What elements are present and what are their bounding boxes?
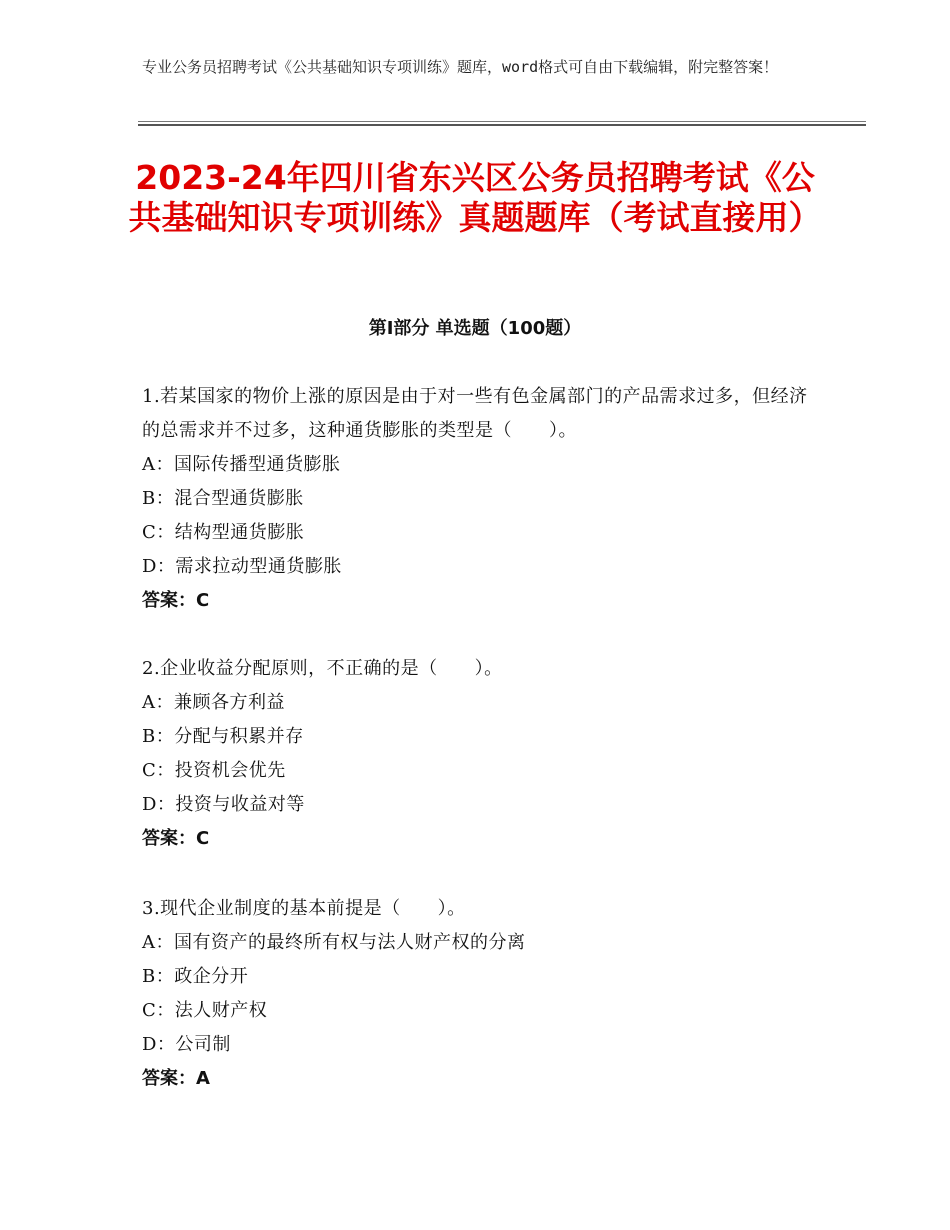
section-heading: 第Ⅰ部分 单选题（100题） <box>368 318 582 339</box>
question-stem: 1.若某国家的物价上涨的原因是由于对一些有色金属部门的产品需求过多，但经济的总需求并不过多，这种通货膨胀的类型是（ ）。 <box>142 386 808 441</box>
option-a: A：兼顾各方利益 <box>142 692 285 713</box>
option-a: A：国际传播型通货膨胀 <box>142 454 341 475</box>
question-stem: 2.企业收益分配原则，不正确的是（ ）。 <box>142 658 503 679</box>
option-c: C：结构型通货膨胀 <box>142 522 305 543</box>
option-c: C：投资机会优先 <box>142 760 286 781</box>
option-d: D：投资与收益对等 <box>142 794 305 815</box>
option-d: D：公司制 <box>142 1034 231 1055</box>
answer: 答案：A <box>142 1068 210 1089</box>
question-3 <box>142 892 822 1096</box>
question-stem: 3.现代企业制度的基本前提是（ ）。 <box>142 898 466 919</box>
option-d: D：需求拉动型通货膨胀 <box>142 556 342 577</box>
option-a: A：国有资产的最终所有权与法人财产权的分离 <box>142 932 526 953</box>
option-c: C：法人财产权 <box>142 1000 268 1021</box>
header-divider <box>138 121 866 122</box>
header-note: 专业公务员招聘考试《公共基础知识专项训练》题库，word格式可自由下载编辑，附完整答案！ <box>142 58 779 76</box>
option-b: B：分配与积累并存 <box>142 726 304 747</box>
option-b: B：混合型通货膨胀 <box>142 488 304 509</box>
answer: 答案：C <box>142 590 210 611</box>
answer: 答案：C <box>142 828 210 849</box>
document-title: 2023-24年四川省东兴区公务员招聘考试《公共基础知识专项训练》真题题库（考试直接用） <box>128 158 822 237</box>
question-1 <box>142 380 822 618</box>
option-b: B：政企分开 <box>142 966 249 987</box>
header-divider-thick <box>138 124 866 126</box>
question-2 <box>142 652 822 856</box>
